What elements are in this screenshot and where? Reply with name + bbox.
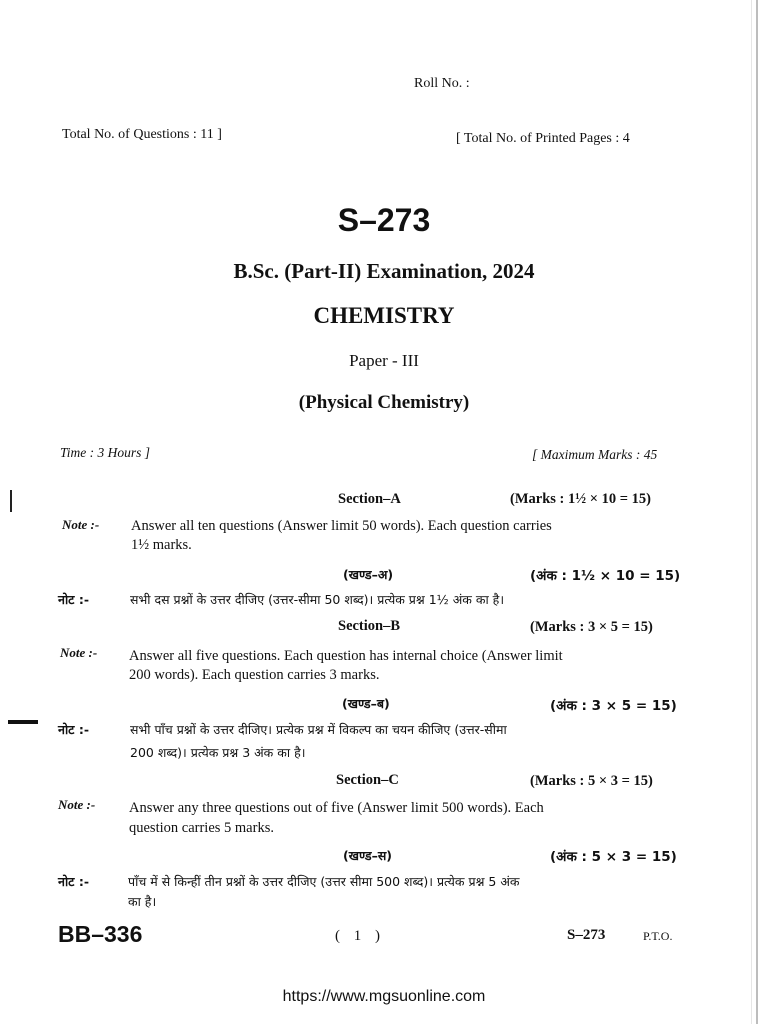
section-c-heading: Section–C	[336, 772, 399, 788]
scan-mark	[10, 490, 12, 512]
section-a-hindi-marks: (अंक : 1½ × 10 = 15)	[530, 568, 681, 584]
roll-no-label: Roll No. :	[414, 76, 470, 91]
time-allowed: Time : 3 Hours ]	[60, 445, 151, 460]
section-a-note-line2: 1½ marks.	[131, 537, 192, 553]
scan-edge-shadow	[751, 0, 752, 1024]
section-b-marks: (Marks : 3 × 5 = 15)	[530, 619, 653, 635]
section-a-hindi-heading: (खण्ड–अ)	[343, 567, 394, 582]
page-number: ( 1 )	[335, 928, 380, 944]
section-c-hindi-label: नोट :-	[58, 874, 90, 889]
section-c-note-label: Note :-	[58, 797, 96, 812]
section-b-hindi-line1: सभी पाँच प्रश्नों के उत्तर दीजिए। प्रत्येक प्रश्न में विकल्प का चयन कीजिए (उत्तर-सीमा	[130, 722, 507, 737]
pto-label: P.T.O.	[643, 929, 673, 943]
max-marks: [ Maximum Marks : 45	[532, 447, 658, 462]
section-b-note-label: Note :-	[60, 645, 98, 660]
section-b-hindi-heading: (खण्ड–ब)	[342, 696, 390, 711]
scan-edge	[756, 0, 758, 1024]
section-b-hindi-label: नोट :-	[58, 722, 90, 737]
section-c-marks: (Marks : 5 × 3 = 15)	[530, 773, 653, 789]
section-a-hindi-label: नोट :-	[58, 592, 90, 607]
total-pages: [ Total No. of Printed Pages : 4	[456, 131, 630, 146]
section-c-hindi-line1: पाँच में से किन्हीं तीन प्रश्नों के उत्तर दीजिए (उत्तर सीमा 500 शब्द)। प्रत्येक प्रश्न 5 अंक	[128, 874, 520, 889]
section-a-note-label: Note :-	[62, 517, 100, 532]
paper-code: S–273	[337, 202, 431, 238]
total-questions: Total No. of Questions : 11 ]	[62, 127, 222, 142]
section-a-marks: (Marks : 1½ × 10 = 15)	[510, 491, 651, 507]
booklet-code: BB–336	[58, 921, 143, 947]
subject-title: CHEMISTRY	[313, 303, 455, 328]
section-b-note-line1: Answer all five questions. Each question has internal choice (Answer limit	[129, 648, 563, 664]
section-c-hindi-line2: का है।	[128, 894, 157, 909]
section-a-note-line1: Answer all ten questions (Answer limit 50 words). Each question carries	[131, 518, 552, 534]
section-b-heading: Section–B	[338, 618, 401, 634]
section-c-note-line1: Answer any three questions out of five (Answer limit 500 words). Each	[129, 800, 544, 816]
source-url-link[interactable]: https://www.mgsuonline.com	[282, 988, 486, 1005]
section-c-hindi-heading: (खण्ड–स)	[343, 848, 392, 863]
footer-paper-code: S–273	[567, 927, 606, 943]
section-b-hindi-line2: 200 शब्द)। प्रत्येक प्रश्न 3 अंक का है।	[130, 745, 306, 760]
scan-mark-dash	[8, 720, 38, 724]
paper-number: Paper - III	[349, 351, 419, 370]
exam-title: B.Sc. (Part-II) Examination, 2024	[233, 259, 535, 283]
section-b-note-line2: 200 words). Each question carries 3 marks.	[129, 667, 380, 683]
topic-title: (Physical Chemistry)	[298, 392, 470, 413]
section-b-hindi-marks: (अंक : 3 × 5 = 15)	[550, 698, 677, 714]
section-a-hindi-line1: सभी दस प्रश्नों के उत्तर दीजिए (उत्तर-सीमा 50 शब्द)। प्रत्येक प्रश्न 1½ अंक का है।	[130, 592, 505, 607]
section-c-hindi-marks: (अंक : 5 × 3 = 15)	[550, 849, 677, 865]
section-a-heading: Section–A	[338, 491, 401, 507]
section-c-note-line2: question carries 5 marks.	[129, 820, 274, 836]
